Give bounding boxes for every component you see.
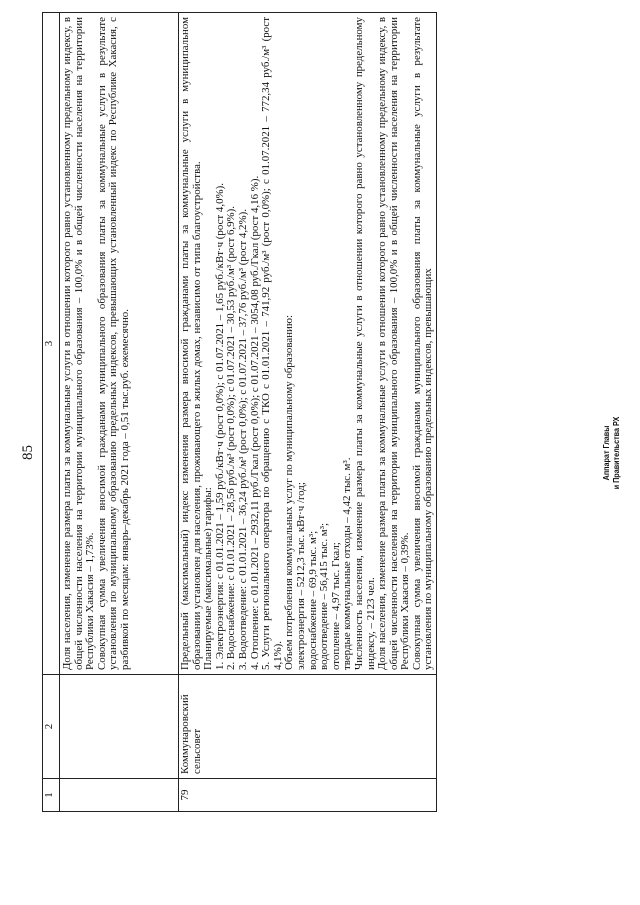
paragraph: Доля населения, изменение размера платы за коммунальные услуги в отношении которого равно установленному предельному индексу, в общей численности населения на территории муниципального образования – 100,0% и в общей численности населения на территории Республики Хакасия – 0,39%. bbox=[376, 17, 412, 670]
description-cell bbox=[60, 13, 179, 675]
stamp-line-1: Аппарат Главы bbox=[602, 425, 611, 481]
table-row-79 bbox=[179, 13, 437, 812]
table-row-continuation bbox=[60, 13, 179, 812]
paragraph: Объем потребления коммунальных услуг по муниципальному образованию: bbox=[283, 315, 296, 670]
municipality-cell bbox=[60, 675, 179, 779]
header-col-2: 2 bbox=[43, 675, 60, 779]
header-col-1: 1 bbox=[43, 779, 60, 812]
stamp-line-2: и Правительства РХ bbox=[612, 416, 621, 490]
tariff-line: 4. Отопление: с 01.01.2021 – 2932,11 руб./Гкал (рост 0,0%); с 01.07.2021 – 3054,08 руб./Гкал (рост 4,16 %). bbox=[248, 175, 261, 670]
description-cell bbox=[179, 13, 437, 675]
volume-line: твердые коммунальные отходы – 4,42 тыс. м³. bbox=[341, 457, 354, 670]
paragraph: Доля населения, изменение размера платы за коммунальные услуги в отношении которого равно установленному предельному индексу, в общей численности населения на территории муниципального образования – 100,0% и в общей численности населения на территории Республики Хакасия – 1,73%. bbox=[61, 17, 97, 670]
paragraph: Предельный (максимальный) индекс изменения размера вносимой гражданами платы за коммунальные услуги в муниципальном образовании установлен для населения, проживающего в жилых домах, независимо от типа благоустройства. bbox=[179, 17, 203, 670]
tariff-line: 2. Водоснабжение: с 01.01.2021 – 28,56 руб./м³ (рост 0,0%); с 01.07.2021 – 30,53 руб./м³ (рост 6,9%). bbox=[225, 206, 238, 670]
office-stamp bbox=[602, 399, 622, 507]
paragraph: Планируемые (максимальные) тарифы: bbox=[202, 487, 215, 670]
volume-line: электроэнергия – 5212,3 тыс. кВт·ч /год; bbox=[294, 482, 307, 670]
volume-line: водоотведение – 56,415 тыс. м³; bbox=[318, 523, 331, 670]
tariff-table bbox=[42, 12, 437, 812]
volume-line: отопление – 4,97 тыс. Гкал; bbox=[329, 542, 342, 670]
tariff-line: 5. Услуги регионального оператора по обращению с ТКО с 01.01.2021 – 741,92 руб./м³ (рост 0,0%); с 01.07.2021 – 772,34 руб./м³ (рост 4,1%). bbox=[260, 17, 284, 670]
header-col-3: 3 bbox=[43, 13, 60, 675]
paragraph: Совокупная сумма увеличения вносимой гражданами муниципального образования платы за коммунальные услуги в результате установления по муниципальному образованию предельных индексов, превышающих установленный индекс по Республике Хакасия, с разбивкой по месяцам: январь–декабрь 2021 года – 0,51 тыс.руб. ежемесячно. bbox=[95, 17, 131, 670]
tariff-line: 1. Электроэнергия: с 01.01.2021 – 1,59 руб./кВт·ч (рост 0,0%); с 01.07.2021 – 1,65 руб./кВт·ч (рост 4,0%). bbox=[213, 183, 226, 670]
tariff-line: 3. Водоотведение: с 01.01.2021 – 36,24 руб./м³ (рост 0,0%); с 01.07.2021 – 37,76 руб./м³ (рост 4,2%). bbox=[236, 209, 249, 670]
row-number-cell bbox=[60, 779, 179, 812]
table-header-row bbox=[43, 13, 60, 812]
paragraph: Численность населения, изменение размера платы за коммунальные услуги в отношении которого равно установленному предельному индексу, – 2123 чел. bbox=[352, 17, 377, 670]
row-number-cell: 79 bbox=[179, 779, 437, 812]
page-number: 85 bbox=[20, 445, 36, 460]
municipality-cell: Коммунаровский сельсовет bbox=[179, 675, 437, 779]
paragraph: Совокупная сумма увеличения вносимой гражданами муниципального образования платы за коммунальные услуги в результате установления по муниципальному образованию предельных индексов, превышающих bbox=[410, 17, 435, 670]
volume-line: водоснабжение – 69,9 тыс. м³; bbox=[306, 530, 319, 670]
